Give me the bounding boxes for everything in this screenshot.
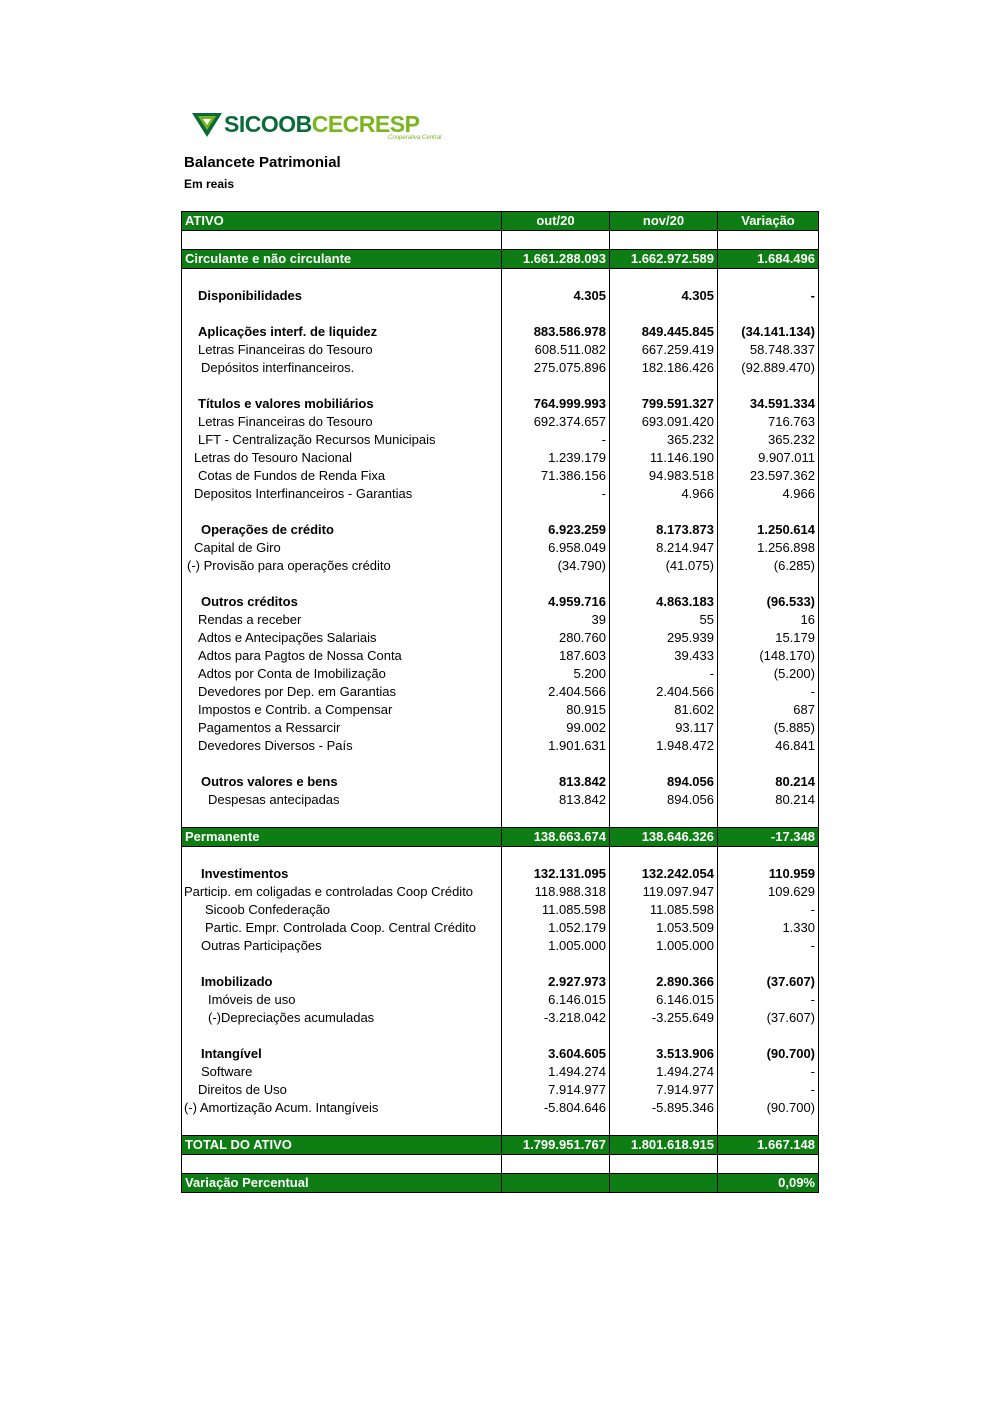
value-nov20: 849.445.845 [610,323,718,341]
total-row [182,1136,819,1155]
value-nov20: 4.966 [610,485,718,503]
spacer-row [182,503,819,521]
table-row [182,683,819,701]
spacer-row [182,955,819,973]
row-label: Depositos Interfinanceiros - Garantias [182,485,502,503]
row-label: Operações de crédito [182,521,502,539]
table-row [182,1099,819,1117]
value-out20: 187.603 [502,647,610,665]
table-row [182,719,819,737]
value-variacao: - [718,1063,819,1081]
spacer-row [182,575,819,593]
value-out20 [502,1174,610,1193]
sicoob-cecresp-logo [192,110,442,144]
value-nov20: 365.232 [610,431,718,449]
value-variacao: 1.250.614 [718,521,819,539]
value-variacao: 4.966 [718,485,819,503]
value-nov20: 4.305 [610,287,718,305]
spacer-row [182,1117,819,1136]
value-out20: 118.988.318 [502,883,610,901]
value-nov20: 132.242.054 [610,865,718,883]
row-label: Software [182,1063,502,1081]
value-nov20: 894.056 [610,791,718,809]
row-label: Outras Participações [182,937,502,955]
value-nov20: 11.146.190 [610,449,718,467]
value-variacao: 1.667.148 [718,1136,819,1155]
row-label: Pagamentos a Ressarcir [182,719,502,737]
value-nov20: 94.983.518 [610,467,718,485]
column-header-out20: out/20 [502,212,610,231]
value-out20: (34.790) [502,557,610,575]
row-label: Permanente [182,828,502,847]
value-nov20: 8.173.873 [610,521,718,539]
sicoob-logo-icon [192,113,222,137]
value-variacao: 34.591.334 [718,395,819,413]
value-out20: 1.494.274 [502,1063,610,1081]
value-variacao: (92.889.470) [718,359,819,377]
value-out20: 1.799.951.767 [502,1136,610,1155]
value-out20: 280.760 [502,629,610,647]
value-out20: 6.958.049 [502,539,610,557]
value-variacao: - [718,287,819,305]
value-nov20: 1.801.618.915 [610,1136,718,1155]
value-variacao: 716.763 [718,413,819,431]
value-variacao: 16 [718,611,819,629]
value-out20: 7.914.977 [502,1081,610,1099]
value-out20: 5.200 [502,665,610,683]
value-variacao: (37.607) [718,973,819,991]
group-row [182,865,819,883]
table-row [182,1063,819,1081]
table-row [182,701,819,719]
value-out20: 813.842 [502,791,610,809]
table-row [182,919,819,937]
row-label: Disponibilidades [182,287,502,305]
row-label: Imóveis de uso [182,991,502,1009]
value-variacao: 109.629 [718,883,819,901]
row-label: Variação Percentual [182,1174,502,1193]
value-nov20: 138.646.326 [610,828,718,847]
row-label: (-) Amortização Acum. Intangíveis [182,1099,502,1117]
value-out20: 4.959.716 [502,593,610,611]
row-label: Adtos por Conta de Imobilização [182,665,502,683]
value-nov20: 1.948.472 [610,737,718,755]
value-variacao: (148.170) [718,647,819,665]
section-row [182,250,819,269]
value-nov20: 55 [610,611,718,629]
table-row [182,901,819,919]
table-row [182,883,819,901]
value-nov20: 693.091.420 [610,413,718,431]
value-nov20: 119.097.947 [610,883,718,901]
value-variacao: 23.597.362 [718,467,819,485]
row-label: Devedores Diversos - País [182,737,502,755]
value-variacao: - [718,991,819,1009]
value-nov20: 39.433 [610,647,718,665]
table-row [182,431,819,449]
value-variacao: 0,09% [718,1174,819,1193]
value-out20: 1.052.179 [502,919,610,937]
table-row [182,359,819,377]
value-out20: 1.661.288.093 [502,250,610,269]
row-label: Letras do Tesouro Nacional [182,449,502,467]
row-label: Sicoob Confederação [182,901,502,919]
value-variacao: - [718,901,819,919]
value-out20: 692.374.657 [502,413,610,431]
value-out20: 11.085.598 [502,901,610,919]
row-label: Outros valores e bens [182,773,502,791]
value-variacao: (37.607) [718,1009,819,1027]
row-label: Imobilizado [182,973,502,991]
table-row [182,737,819,755]
table-header-row [182,212,819,231]
row-label: Depósitos interfinanceiros. [182,359,502,377]
value-nov20: 6.146.015 [610,991,718,1009]
spacer-row [182,847,819,866]
table-row [182,629,819,647]
spacer-row [182,809,819,828]
spacer-row [182,755,819,773]
logo-brand-part2: CECRESP [311,111,420,137]
group-row [182,593,819,611]
table-row [182,1009,819,1027]
value-variacao: 58.748.337 [718,341,819,359]
table-row [182,449,819,467]
table-row [182,991,819,1009]
value-nov20: 1.494.274 [610,1063,718,1081]
row-label: LFT - Centralização Recursos Municipais [182,431,502,449]
value-variacao: 1.330 [718,919,819,937]
table-row [182,557,819,575]
row-label: Letras Financeiras do Tesouro [182,341,502,359]
value-nov20: 1.662.972.589 [610,250,718,269]
value-out20: 132.131.095 [502,865,610,883]
value-variacao: 110.959 [718,865,819,883]
value-variacao: 80.214 [718,791,819,809]
group-row [182,287,819,305]
row-label: TOTAL DO ATIVO [182,1136,502,1155]
row-label: Devedores por Dep. em Garantias [182,683,502,701]
value-out20: 813.842 [502,773,610,791]
value-nov20: 2.890.366 [610,973,718,991]
value-variacao: (5.885) [718,719,819,737]
row-label: Cotas de Fundos de Renda Fixa [182,467,502,485]
value-variacao: - [718,1081,819,1099]
table-row [182,539,819,557]
value-variacao: -17.348 [718,828,819,847]
spacer-row [182,305,819,323]
value-out20: - [502,485,610,503]
value-nov20: -3.255.649 [610,1009,718,1027]
row-label: Outros créditos [182,593,502,611]
value-variacao: 1.256.898 [718,539,819,557]
row-label: Aplicações interf. de liquidez [182,323,502,341]
value-out20: 4.305 [502,287,610,305]
value-out20: 608.511.082 [502,341,610,359]
row-label: (-)Depreciações acumuladas [182,1009,502,1027]
page-subtitle: Em reais [184,177,235,191]
spacer-row [182,1027,819,1045]
value-out20: 6.146.015 [502,991,610,1009]
value-nov20: 295.939 [610,629,718,647]
value-nov20: 894.056 [610,773,718,791]
value-nov20: - [610,665,718,683]
table-row [182,647,819,665]
value-out20: 71.386.156 [502,467,610,485]
spacer-row [182,269,819,288]
value-variacao: 687 [718,701,819,719]
value-nov20: 799.591.327 [610,395,718,413]
value-nov20: 8.214.947 [610,539,718,557]
value-nov20 [610,1174,718,1193]
value-nov20: 1.005.000 [610,937,718,955]
row-label: Títulos e valores mobiliários [182,395,502,413]
value-nov20: 1.053.509 [610,919,718,937]
value-out20: 2.927.973 [502,973,610,991]
value-out20: 764.999.993 [502,395,610,413]
value-out20: 275.075.896 [502,359,610,377]
value-variacao: (34.141.134) [718,323,819,341]
value-variacao: (90.700) [718,1099,819,1117]
value-variacao: (5.200) [718,665,819,683]
group-row [182,521,819,539]
value-out20: 138.663.674 [502,828,610,847]
value-out20: 1.901.631 [502,737,610,755]
value-nov20: (41.075) [610,557,718,575]
table-row [182,413,819,431]
column-header-nov20: nov/20 [610,212,718,231]
value-nov20: 93.117 [610,719,718,737]
row-label: Capital de Giro [182,539,502,557]
value-nov20: 3.513.906 [610,1045,718,1063]
value-variacao: 15.179 [718,629,819,647]
value-out20: 1.239.179 [502,449,610,467]
value-variacao: (6.285) [718,557,819,575]
spacer-row [182,231,819,250]
value-variacao: - [718,683,819,701]
value-nov20: 4.863.183 [610,593,718,611]
table-row [182,467,819,485]
row-label: Partic. Empr. Controlada Coop. Central Crédito [182,919,502,937]
row-label: Circulante e não circulante [182,250,502,269]
section-row [182,828,819,847]
value-out20: 883.586.978 [502,323,610,341]
column-header-ativo: ATIVO [182,212,502,231]
table-row [182,485,819,503]
value-out20: 39 [502,611,610,629]
column-header-variacao: Variação [718,212,819,231]
spacer-row [182,377,819,395]
value-variacao: 1.684.496 [718,250,819,269]
table-row [182,611,819,629]
table-row [182,791,819,809]
value-nov20: 81.602 [610,701,718,719]
value-nov20: 11.085.598 [610,901,718,919]
value-variacao: - [718,937,819,955]
group-row [182,773,819,791]
group-row [182,973,819,991]
table-row [182,341,819,359]
value-out20: 2.404.566 [502,683,610,701]
row-label: (-) Provisão para operações crédito [182,557,502,575]
spacer-row [182,1155,819,1174]
row-label: Despesas antecipadas [182,791,502,809]
row-label: Direitos de Uso [182,1081,502,1099]
row-label: Particip. em coligadas e controladas Coop Crédito [182,883,502,901]
value-out20: - [502,431,610,449]
group-row [182,1045,819,1063]
value-variacao: (90.700) [718,1045,819,1063]
group-row [182,395,819,413]
value-out20: -3.218.042 [502,1009,610,1027]
value-nov20: 667.259.419 [610,341,718,359]
value-out20: -5.804.646 [502,1099,610,1117]
row-label: Letras Financeiras do Tesouro [182,413,502,431]
value-variacao: 9.907.011 [718,449,819,467]
value-variacao: 80.214 [718,773,819,791]
row-label: Impostos e Contrib. a Compensar [182,701,502,719]
row-label: Adtos e Antecipações Salariais [182,629,502,647]
row-label: Rendas a receber [182,611,502,629]
logo-brand-part1: SICOOB [224,111,312,137]
value-variacao: 365.232 [718,431,819,449]
value-nov20: 182.186.426 [610,359,718,377]
value-out20: 99.002 [502,719,610,737]
logo-wordmark [224,111,419,138]
table-row [182,665,819,683]
logo-tagline: Cooperativa Central [388,135,442,141]
percent-variation-row [182,1174,819,1193]
table-row [182,937,819,955]
value-nov20: 7.914.977 [610,1081,718,1099]
value-nov20: -5.895.346 [610,1099,718,1117]
table-row [182,1081,819,1099]
value-variacao: 46.841 [718,737,819,755]
row-label: Intangível [182,1045,502,1063]
value-out20: 1.005.000 [502,937,610,955]
balance-sheet-table [181,211,819,1193]
page-title: Balancete Patrimonial [184,154,341,171]
group-row [182,323,819,341]
value-out20: 3.604.605 [502,1045,610,1063]
value-nov20: 2.404.566 [610,683,718,701]
value-out20: 80.915 [502,701,610,719]
row-label: Adtos para Pagtos de Nossa Conta [182,647,502,665]
value-out20: 6.923.259 [502,521,610,539]
value-variacao: (96.533) [718,593,819,611]
row-label: Investimentos [182,865,502,883]
